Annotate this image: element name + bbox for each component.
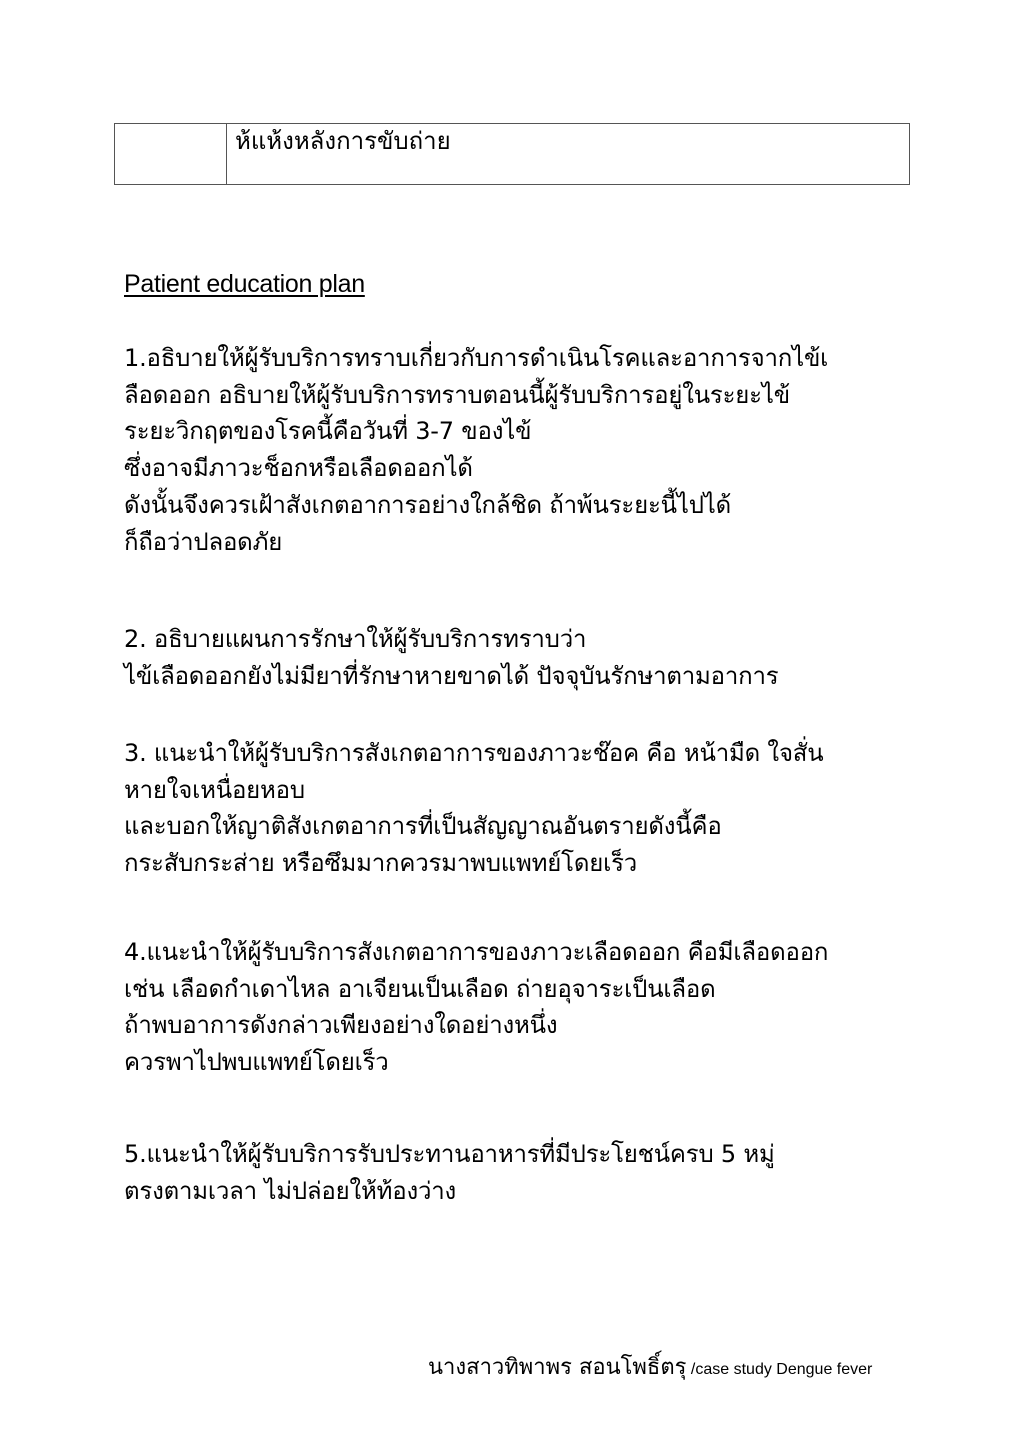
item-line: ซึ่งอาจมีภาวะช็อกหรือเลือดออกได้ <box>124 454 473 483</box>
table-cell-empty <box>115 124 227 185</box>
item-line: ไข้เลือดออกยังไม่มียาที่รักษาหายขาดได้ ปัจจุบันรักษาตามอาการ <box>124 661 779 690</box>
item-line: ลือดออก อธิบายให้ผู้รับบริการทราบตอนนี้ผู้รับบริการอยู่ในระยะไข้ <box>124 380 790 409</box>
item-line: ถ้าพบอาการดังกล่าวเพียงอย่างใดอย่างหนึ่ง <box>124 1011 558 1040</box>
item-line: เช่น เลือดกำเดาไหล อาเจียนเป็นเลือด ถ่ายอุจาระเป็นเลือด <box>124 974 716 1003</box>
item-line: 1.อธิบายให้ผู้รับบริการทราบเกี่ยวกับการดำเนินโรคและอาการจากไข้เ <box>124 344 829 372</box>
item-line: และบอกให้ญาติสังเกตอาการที่เป็นสัญญาณอันตรายดังนี้คือ <box>124 812 722 841</box>
item-line: ควรพาไปพบแพทย์โดยเร็ว <box>124 1048 389 1077</box>
item-line: ระยะวิกฤตของโรคนี้คือวันที่ 3-7 ของไข้ <box>124 417 532 446</box>
education-item-4 <box>124 934 904 1081</box>
education-item-1 <box>124 340 904 560</box>
item-line: 5.แนะนำให้ผู้รับบริการรับประทานอาหารที่มีประโยชน์ครบ 5 หมู่ <box>124 1140 775 1168</box>
footer-author: นางสาวทิพาพร สอนโพธิ์ตรุ <box>428 1355 687 1380</box>
item-line: ดังนั้นจึงควรเฝ้าสังเกตอาการอย่างใกล้ชิด ถ้าพ้นระยะนี้ไปได้ <box>124 490 732 519</box>
footer-case-label: /case study Dengue fever <box>686 1361 873 1378</box>
continuation-table <box>114 123 910 185</box>
table-cell-text: ห้แห้งหลังการขับถ่าย <box>227 124 910 185</box>
table-row <box>115 124 910 185</box>
item-line: หายใจเหนื่อยหอบ <box>124 775 305 804</box>
item-line: ก็ถือว่าปลอดภัย <box>124 527 283 556</box>
education-item-5 <box>124 1136 904 1209</box>
education-item-2 <box>124 621 904 694</box>
section-heading: Patient education plan <box>124 270 365 298</box>
item-line: 3. แนะนำให้ผู้รับบริการสังเกตอาการของภาวะช๊อค คือ หน้ามืด ใจสั่น <box>124 739 824 767</box>
education-item-3 <box>124 735 904 882</box>
item-line: กระสับกระส่าย หรือซึมมากควรมาพบแพทย์โดยเร็ว <box>124 849 638 878</box>
item-line: ตรงตามเวลา ไม่ปล่อยให้ท้องว่าง <box>124 1176 457 1205</box>
page-footer <box>428 1354 872 1384</box>
item-line: 2. อธิบายแผนการรักษาให้ผู้รับบริการทราบว่า <box>124 625 587 653</box>
item-line: 4.แนะนำให้ผู้รับบริการสังเกตอาการของภาวะเลือดออก คือมีเลือดออก <box>124 938 829 966</box>
